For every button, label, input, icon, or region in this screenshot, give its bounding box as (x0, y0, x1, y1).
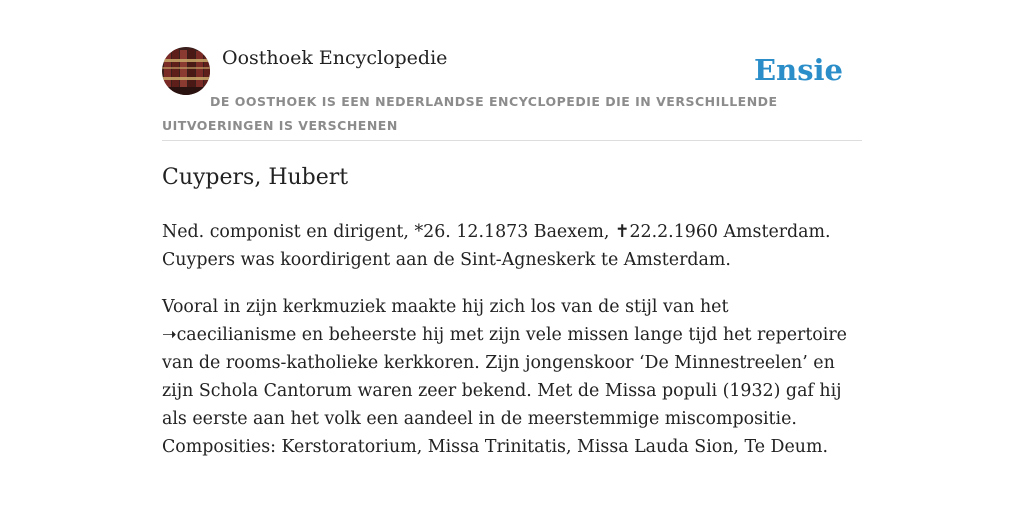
article-title: Cuypers, Hubert (162, 165, 349, 190)
site-tagline: DE OOSTHOEK IS EEN NEDERLANDSE ENCYCLOPEDIE DIE IN VERSCHILLENDE UITVOERINGEN IS VERSCHENEN (162, 94, 778, 133)
site-title[interactable]: Oosthoek Encyclopedie (222, 47, 448, 69)
article (162, 160, 862, 480)
encyclopedia-books-icon[interactable] (162, 47, 210, 95)
article-paragraph: Vooral in zijn kerkmuziek maakte hij zich los van de stijl van het ➝caecilianisme en beheerste hij met zijn vele missen lange tijd het repertoire van de rooms-katholieke kerkkoren. Zijn jongenskoor ‘De Minnestreelen’ en zijn Schola Cantorum waren zeer bekend. Met de Missa populi (1932) gaf hij als eerste aan het volk een aandeel in de meerstemmige miscompositie. Composities: Kerstoratorium, Missa Trinitatis, Missa Lauda Sion, Te Deum. (162, 297, 847, 457)
header (162, 46, 862, 141)
article-paragraph: Ned. componist en dirigent, *26. 12.1873 Baexem, ✝22.2.1960 Amsterdam. Cuypers was koordirigent aan de Sint-Agneskerk te Amsterdam. (162, 222, 831, 270)
brand-logo[interactable]: Ensie (754, 53, 843, 87)
